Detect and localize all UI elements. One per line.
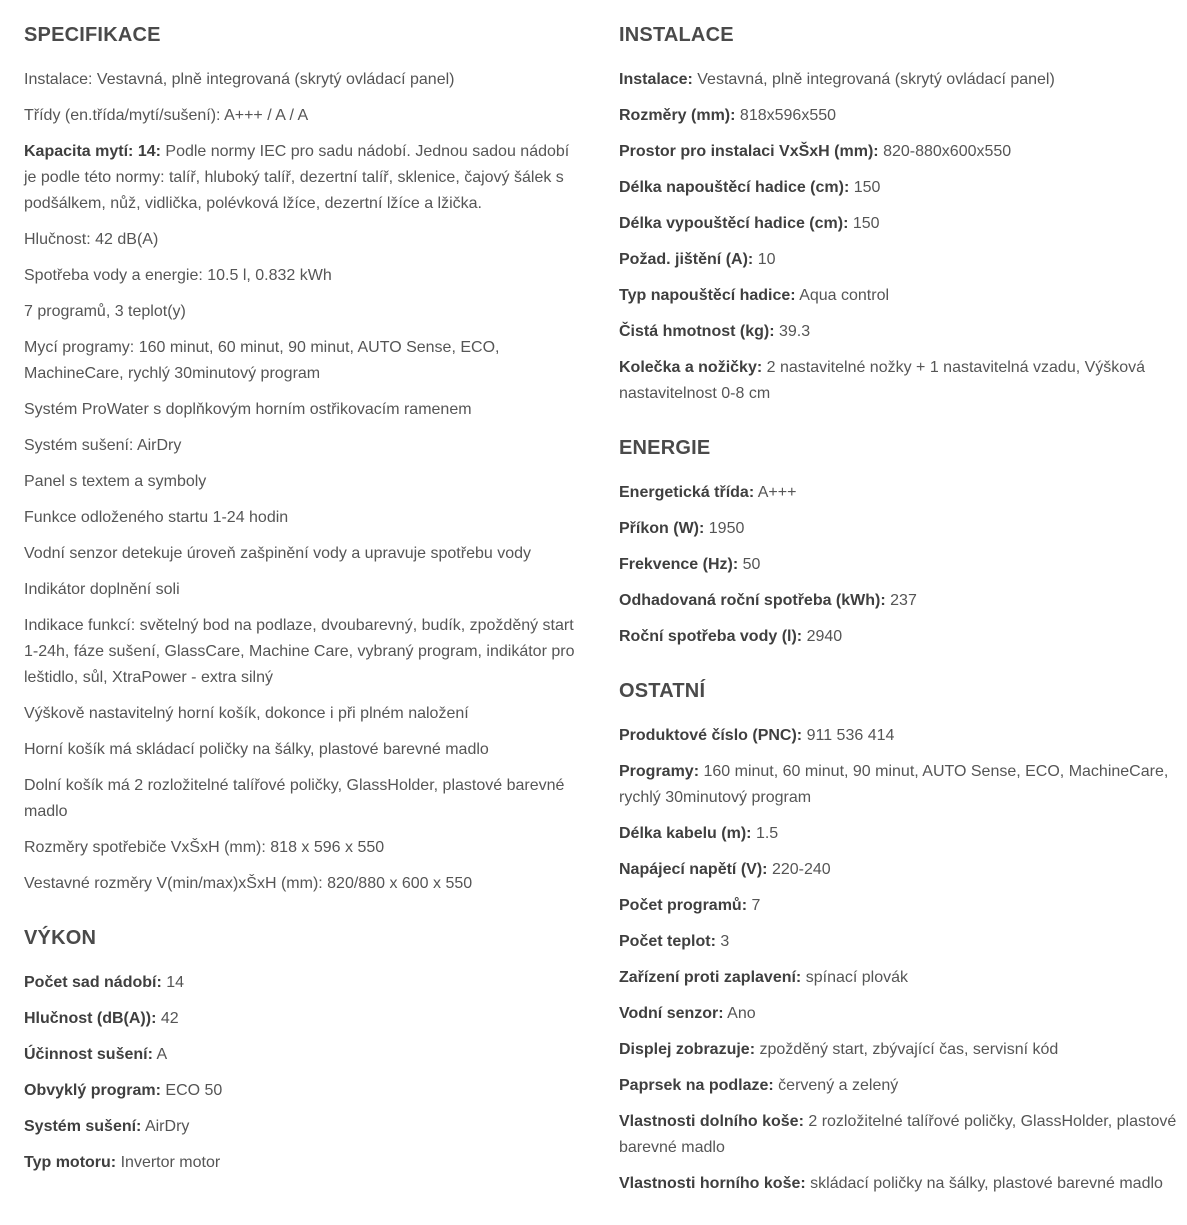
spec-item xyxy=(24,103,584,129)
spec-value: Systém ProWater s doplňkovým horním ostřikovacím ramenem xyxy=(24,401,472,418)
spec-item xyxy=(619,175,1179,201)
spec-key: Délka kabelu (m): xyxy=(619,825,752,842)
spec-item xyxy=(24,1114,584,1140)
spec-value: A+++ xyxy=(757,484,797,501)
spec-key: Účinnost sušení: xyxy=(24,1046,153,1063)
spec-item xyxy=(24,541,584,567)
right-column xyxy=(619,22,1179,1225)
spec-value: Systém sušení: AirDry xyxy=(24,437,182,454)
section-ostatni xyxy=(619,678,1179,1197)
spec-value: 42 xyxy=(160,1010,179,1027)
spec-key: Počet programů: xyxy=(619,897,748,914)
spec-value: 818x596x550 xyxy=(739,107,837,124)
spec-item xyxy=(24,505,584,531)
spec-key: Typ napouštěcí hadice: xyxy=(619,287,796,304)
spec-value: Výškově nastavitelný horní košík, dokonce i při plném naložení xyxy=(24,705,469,722)
section-instalace xyxy=(619,22,1179,407)
spec-value: 2 nastavitelné nožky + 1 nastavitelná vzadu, Výšková nastavitelnost 0-8 cm xyxy=(619,359,1146,402)
spec-key: Hlučnost (dB(A)): xyxy=(24,1010,157,1027)
spec-value: Horní košík má skládací poličky na šálky, plastové barevné madlo xyxy=(24,741,489,758)
spec-item xyxy=(24,773,584,825)
spec-key: Rozměry (mm): xyxy=(619,107,736,124)
spec-item xyxy=(24,263,584,289)
spec-value: Spotřeba vody a energie: 10.5 l, 0.832 kWh xyxy=(24,267,332,284)
spec-list xyxy=(619,480,1179,650)
section-title-energie: ENERGIE xyxy=(619,437,711,459)
spec-key: Napájecí napětí (V): xyxy=(619,861,768,878)
spec-value: Funkce odloženého startu 1-24 hodin xyxy=(24,509,289,526)
spec-list xyxy=(619,67,1179,407)
spec-key: Délka napouštěcí hadice (cm): xyxy=(619,179,850,196)
spec-item xyxy=(619,929,1179,955)
spec-item xyxy=(619,1037,1179,1063)
spec-value: A xyxy=(156,1046,168,1063)
spec-item xyxy=(24,1078,584,1104)
spec-item xyxy=(619,965,1179,991)
spec-item xyxy=(619,1073,1179,1099)
spec-item xyxy=(619,211,1179,237)
spec-item xyxy=(24,835,584,861)
spec-value: 10 xyxy=(757,251,776,268)
spec-item xyxy=(24,299,584,325)
spec-key: Požad. jištění (A): xyxy=(619,251,754,268)
spec-item xyxy=(619,516,1179,542)
spec-value: 7 xyxy=(751,897,761,914)
spec-value: Vodní senzor detekuje úroveň zašpinění vody a upravuje spotřebu vody xyxy=(24,545,531,562)
spec-value: Ano xyxy=(727,1005,756,1022)
spec-item xyxy=(24,227,584,253)
spec-value: zpožděný start, zbývající čas, servisní kód xyxy=(759,1041,1059,1058)
spec-value: 50 xyxy=(742,556,761,573)
spec-value: 2940 xyxy=(806,628,843,645)
spec-item xyxy=(24,139,584,217)
spec-key: Programy: xyxy=(619,763,700,780)
spec-item xyxy=(619,67,1179,93)
spec-item xyxy=(619,247,1179,273)
spec-key: Kolečka a nožičky: xyxy=(619,359,763,376)
spec-key: Vodní senzor: xyxy=(619,1005,724,1022)
spec-item xyxy=(619,759,1179,811)
spec-value: AirDry xyxy=(144,1118,190,1135)
spec-key: Obvyklý program: xyxy=(24,1082,161,1099)
spec-key: Vlastnosti horního koše: xyxy=(619,1175,806,1192)
spec-value: 220-240 xyxy=(771,861,831,878)
spec-key: Systém sušení: xyxy=(24,1118,142,1135)
spec-key: Produktové číslo (PNC): xyxy=(619,727,803,744)
spec-item xyxy=(24,871,584,897)
spec-value: Panel s textem a symboly xyxy=(24,473,207,490)
spec-key: Paprsek na podlaze: xyxy=(619,1077,774,1094)
spec-value: Indikace funkcí: světelný bod na podlaze, dvoubarevný, budík, zpožděný start 1-24h, fáze sušení, GlassCare, Machine Care, vybraný program, indikátor pro leštidlo, sůl, XtraPower - extra silný xyxy=(24,617,575,686)
spec-key: Délka vypouštěcí hadice (cm): xyxy=(619,215,849,232)
spec-value: 1.5 xyxy=(755,825,779,842)
spec-key: Kapacita mytí: 14: xyxy=(24,143,161,160)
spec-key: Roční spotřeba vody (l): xyxy=(619,628,803,645)
spec-value: skládací poličky na šálky, plastové barevné madlo xyxy=(810,1175,1163,1192)
spec-item xyxy=(619,480,1179,506)
spec-key: Displej zobrazuje: xyxy=(619,1041,756,1058)
spec-key: Energetická třída: xyxy=(619,484,755,501)
spec-item xyxy=(619,103,1179,129)
spec-item xyxy=(619,821,1179,847)
spec-value: ECO 50 xyxy=(165,1082,223,1099)
spec-item xyxy=(619,1109,1179,1161)
spec-item xyxy=(619,588,1179,614)
spec-item xyxy=(24,970,584,996)
section-specifikace xyxy=(24,22,584,897)
spec-value: červený a zelený xyxy=(778,1077,899,1094)
spec-item xyxy=(24,1042,584,1068)
spec-key: Počet teplot: xyxy=(619,933,716,950)
spec-value: 820-880x600x550 xyxy=(883,143,1012,160)
spec-item xyxy=(619,319,1179,345)
section-title-specifikace: SPECIFIKACE xyxy=(24,24,161,46)
spec-item xyxy=(619,355,1179,407)
spec-value: Aqua control xyxy=(799,287,890,304)
spec-item xyxy=(24,1006,584,1032)
spec-value: 150 xyxy=(853,179,881,196)
spec-value: Mycí programy: 160 minut, 60 minut, 90 minut, AUTO Sense, ECO, MachineCare, rychlý 30minutový program xyxy=(24,339,500,382)
spec-value: Vestavná, plně integrovaná (skrytý ovládací panel) xyxy=(697,71,1055,88)
spec-value: 237 xyxy=(890,592,917,609)
spec-item xyxy=(619,624,1179,650)
spec-item xyxy=(24,469,584,495)
spec-key: Instalace: xyxy=(619,71,693,88)
spec-value: 39.3 xyxy=(779,323,811,340)
spec-item xyxy=(24,1150,584,1176)
spec-key: Prostor pro instalaci VxŠxH (mm): xyxy=(619,143,879,160)
section-title-vykon: VÝKON xyxy=(24,927,97,949)
spec-value: Dolní košík má 2 rozložitelné talířové poličky, GlassHolder, plastové barevné madlo xyxy=(24,777,565,820)
spec-list xyxy=(619,723,1179,1197)
spec-key: Vlastnosti dolního koše: xyxy=(619,1113,804,1130)
spec-key: Typ motoru: xyxy=(24,1154,117,1171)
spec-value: 3 xyxy=(720,933,730,950)
spec-key: Čistá hmotnost (kg): xyxy=(619,323,775,340)
spec-value: 7 programů, 3 teplot(y) xyxy=(24,303,186,320)
spec-item xyxy=(24,335,584,387)
spec-key: Počet sad nádobí: xyxy=(24,974,162,991)
section-title-ostatni: OSTATNÍ xyxy=(619,680,706,702)
section-title-instalace: INSTALACE xyxy=(619,24,734,46)
spec-key: Frekvence (Hz): xyxy=(619,556,739,573)
spec-item xyxy=(24,397,584,423)
spec-value: 14 xyxy=(166,974,185,991)
spec-item xyxy=(619,857,1179,883)
spec-item xyxy=(24,577,584,603)
spec-value: Třídy (en.třída/mytí/sušení): A+++ / A / A xyxy=(24,107,309,124)
spec-item xyxy=(24,433,584,459)
spec-value: Invertor motor xyxy=(120,1154,221,1171)
spec-list xyxy=(24,970,584,1176)
section-vykon xyxy=(24,925,584,1176)
spec-item xyxy=(24,613,584,691)
left-column xyxy=(24,22,584,1204)
spec-item xyxy=(619,1001,1179,1027)
section-energie xyxy=(619,435,1179,650)
spec-value: 1950 xyxy=(708,520,745,537)
spec-key: Zařízení proti zaplavení: xyxy=(619,969,802,986)
spec-value: Podle normy IEC pro sadu nádobí. Jednou sadou nádobí je podle této normy: talíř, hluboký talíř, dezertní talíř, sklenice, čajový šálek s podšálkem, nůž, vidlička, polévková lžíce, dezertní lžíce a lžička. xyxy=(24,143,570,212)
spec-value: Hlučnost: 42 dB(A) xyxy=(24,231,159,248)
spec-item xyxy=(619,723,1179,749)
spec-value: 160 minut, 60 minut, 90 minut, AUTO Sense, ECO, MachineCare, rychlý 30minutový program xyxy=(619,763,1169,806)
spec-item xyxy=(619,1171,1179,1197)
spec-value: 2 rozložitelné talířové poličky, GlassHolder, plastové barevné madlo xyxy=(619,1113,1177,1156)
spec-value: spínací plovák xyxy=(805,969,908,986)
spec-item xyxy=(619,283,1179,309)
spec-item xyxy=(24,701,584,727)
spec-key: Odhadovaná roční spotřeba (kWh): xyxy=(619,592,886,609)
spec-item xyxy=(24,67,584,93)
spec-value: 150 xyxy=(852,215,880,232)
spec-value: Indikátor doplnění soli xyxy=(24,581,180,598)
spec-item xyxy=(619,139,1179,165)
spec-key: Příkon (W): xyxy=(619,520,705,537)
spec-list xyxy=(24,67,584,897)
spec-value: Vestavné rozměry V(min/max)xŠxH (mm): 820/880 x 600 x 550 xyxy=(24,875,473,892)
spec-item xyxy=(619,552,1179,578)
spec-value: 911 536 414 xyxy=(806,727,895,744)
spec-value: Instalace: Vestavná, plně integrovaná (skrytý ovládací panel) xyxy=(24,71,455,88)
spec-item xyxy=(24,737,584,763)
spec-item xyxy=(619,893,1179,919)
spec-value: Rozměry spotřebiče VxŠxH (mm): 818 x 596 x 550 xyxy=(24,839,385,856)
